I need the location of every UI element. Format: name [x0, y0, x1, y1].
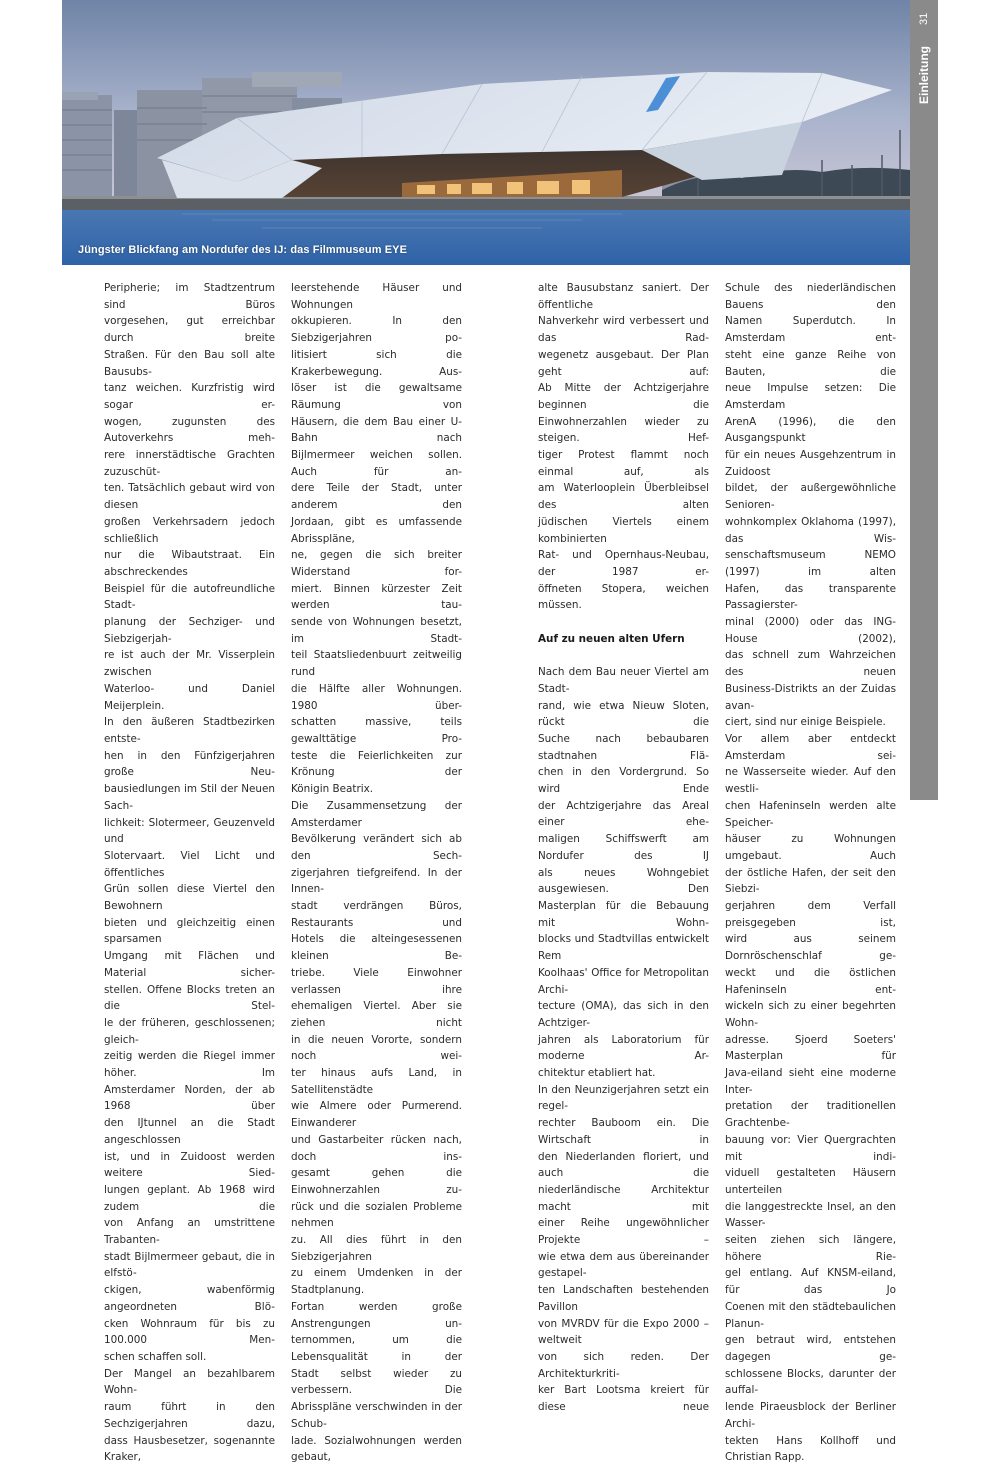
text-line: niederländische Architektur macht mit — [538, 1183, 709, 1213]
text-line: zeitig werden die Riegel immer höher. Im — [104, 1050, 275, 1080]
text-line: Häusern, die dem Bau einer U-Bahn nach — [291, 415, 462, 445]
text-line: schen schaffen soll. — [104, 1351, 207, 1363]
paragraph-gap — [538, 614, 709, 631]
text-line: Hotels die alteingesessenen kleinen Be- — [291, 933, 462, 963]
text-line: ten Landschaften bestehenden Pavillon — [538, 1284, 709, 1313]
text-line: schlossene Blocks, darunter der auffal- — [725, 1367, 896, 1397]
text-line: miert. Binnen kürzester Zeit werden tau- — [291, 582, 462, 612]
text-line: dass Hausbesetzer, sogenannte Kraker, — [104, 1434, 275, 1464]
text-line: Umgang mit Flächen und Material sicher- — [104, 950, 275, 979]
text-line: seiten ziehen sich längere, höhere Rie- — [725, 1234, 896, 1263]
text-line: Königin Beatrix. — [291, 783, 374, 796]
text-column-2 — [291, 280, 462, 1466]
text-line: wird aus seinem Dornröschenschlaf ge- — [725, 933, 896, 963]
text-line: bausiedlungen im Stil der Neuen Sach- — [104, 783, 275, 812]
text-line: chen in den Vordergrund. So wird Ende — [538, 766, 709, 796]
text-line: die langgestreckte Insel, an den Wasser- — [725, 1200, 896, 1230]
text-line: tekten Hans Kollhoff und Christian Rapp. — [725, 1434, 896, 1464]
text-line: chen Hafeninseln werden alte Speicher- — [725, 799, 896, 829]
text-line: zu. All dies führt in den Siebzigerjahren — [291, 1234, 462, 1263]
text-line: zu einem Umdenken in der Stadtplanung. — [291, 1267, 462, 1297]
text-line: lichkeit: Slotermeer, Geuzenveld und — [104, 816, 275, 846]
text-line: vorgesehen, gut erreichbar durch breite — [104, 315, 275, 345]
text-line: gen betraut wird, entstehen dagegen ge- — [725, 1334, 896, 1363]
text-line: schatten massive, teils gewalttätige Pro- — [291, 716, 462, 745]
text-line: maligen Schiffswerft am Nordufer des IJ — [538, 833, 709, 862]
text-line: neue Impulse setzen: Die Amsterdam — [725, 382, 896, 411]
text-line: rechter Bauboom ein. Die Wirtschaft in — [538, 1117, 709, 1146]
text-line: nur die Wibautstraat. Ein abschreckendes — [104, 549, 275, 578]
text-line: tanz weichen. Kurzfristig wird sogar er- — [104, 382, 275, 411]
text-line: In den Neunzigerjahren setzt ein regel- — [538, 1083, 709, 1113]
text-line: teste die Feierlichkeiten zur Krönung der — [291, 749, 462, 779]
text-line: wie Almere oder Purmerend. Einwanderer — [291, 1100, 462, 1130]
text-line: Coenen mit den städtebaulichen Planun- — [725, 1300, 896, 1330]
text-line: Waterloo- und Daniel Meijerplein. — [104, 682, 275, 712]
text-line: Nahverkehr wird verbessert und das Rad- — [538, 315, 709, 345]
text-line: Bijlmermeer weichen sollen. Auch für an- — [291, 449, 462, 478]
text-line: ter hinaus aufs Land, in Satellitenstädte — [291, 1067, 462, 1096]
text-line: am Waterlooplein Überbleibsel des alten — [538, 482, 709, 512]
text-line: Vor allem aber entdeckt Amsterdam sei- — [725, 732, 896, 762]
text-line: Java-eiland sieht eine moderne Inter- — [725, 1067, 896, 1096]
hero-photo — [62, 0, 910, 265]
text-line: gel entlang. Auf KNSM-eiland, für das Jo — [725, 1267, 896, 1297]
text-line: Peripherie; im Stadtzentrum sind Büros — [104, 282, 275, 311]
text-line: von Anfang an umstrittene Trabanten- — [104, 1217, 275, 1247]
text-line: Einwohnerzahlen wieder zu steigen. Hef- — [538, 415, 709, 445]
text-line: tiger Protest flammt noch einmal auf, als — [538, 449, 709, 478]
text-line: zigerjahren tiefgreifend. In der Innen- — [291, 866, 462, 896]
text-line: Stadt selbst wieder zu verbessern. Die — [291, 1367, 462, 1397]
quay — [62, 198, 910, 210]
text-line: senschaftsmuseum NEMO (1997) im alten — [725, 549, 896, 578]
text-line: für ein neues Ausgehzentrum in Zuidoost — [725, 449, 896, 478]
text-line: wegenetz ausgebaut. Der Plan geht auf: — [538, 348, 709, 378]
chapter-title: Einleitung — [917, 46, 931, 104]
text-line: weckt und die östlichen Hafeninseln ent- — [725, 966, 896, 996]
text-line: gesamt gehen die Einwohnerzahlen zu- — [291, 1167, 462, 1196]
text-line: gerjahren dem Verfall preisgegeben ist, — [725, 900, 896, 929]
text-line: Die Zusammensetzung der Amsterdamer — [291, 799, 462, 829]
water — [62, 210, 910, 265]
text-line: Abrisspläne verschwinden in der Schub- — [291, 1401, 462, 1430]
text-line: den IJtunnel an die Stadt angeschlossen — [104, 1117, 275, 1146]
text-line: wohnkomplex Oklahoma (1997), das Wis- — [725, 515, 896, 545]
text-line: als neues Wohngebiet ausgewiesen. Den — [538, 866, 709, 896]
text-line: jahren als Laboratorium für moderne Ar- — [538, 1033, 709, 1063]
text-line: Amsterdamer Norden, der ab 1968 über — [104, 1083, 275, 1113]
text-line: Nach dem Bau neuer Viertel am Stadt- — [538, 666, 709, 695]
text-line: stellen. Offene Blocks treten an die Stel- — [104, 983, 275, 1013]
text-line: Hafen, das transparente Passagierster- — [725, 582, 896, 612]
text-line: Bevölkerung verändert sich ab den Sech- — [291, 833, 462, 862]
text-line: sende von Wohnungen besetzt, im Stadt- — [291, 616, 462, 645]
text-line: Der Mangel an bezahlbarem Wohn- — [104, 1367, 275, 1397]
text-line: rere innerstädtische Grachten zuzuschüt- — [104, 449, 275, 478]
text-line: ternommen, um die Lebensqualität in der — [291, 1334, 462, 1363]
text-line: großen Verkehrsadern jedoch schließlich — [104, 515, 275, 545]
text-line: Koolhaas' Office for Metropolitan Archi- — [538, 966, 709, 996]
text-line: ne Wasserseite wieder. Auf den westli- — [725, 766, 896, 796]
text-line: lade. Sozialwohnungen werden gebaut, — [291, 1434, 462, 1464]
text-line: Namen Superdutch. In Amsterdam ent- — [725, 315, 896, 345]
text-line: okkupieren. In den Siebzigerjahren po- — [291, 315, 462, 345]
text-line: stadt Bijlmermeer gebaut, die in elfstö- — [104, 1250, 275, 1280]
text-line: bauung vor: Vier Quergrachten mit indi- — [725, 1133, 896, 1163]
text-line: chitektur etabliert hat. — [538, 1067, 656, 1080]
text-line: Straßen. Für den Bau soll alte Bausubs- — [104, 348, 275, 378]
text-line: öffneten Stopera, weichen müssen. — [538, 582, 709, 612]
text-line: steht eine ganze Reihe von Bauten, die — [725, 348, 896, 378]
text-line: Rat- und Opernhaus-Neubau, der 1987 er- — [538, 549, 709, 578]
text-column-4 — [725, 280, 896, 1466]
chapter-side-tab — [910, 0, 938, 800]
text-line: raum führt in den Sechzigerjahren dazu, — [104, 1401, 275, 1430]
text-line: das schnell zum Wahrzeichen des neuen — [725, 649, 896, 679]
text-line: ten. Tatsächlich gebaut wird von diesen — [104, 482, 275, 512]
text-line: ne, gegen die sich breiter Widerstand for- — [291, 549, 462, 578]
text-line: ist, und in Zuidoost werden weitere Sied- — [104, 1150, 275, 1180]
text-line: Schule des niederländischen Bauens den — [725, 282, 896, 311]
text-line: rück und die sozialen Probleme nehmen — [291, 1200, 462, 1230]
text-line: wogen, zugunsten des Autoverkehrs meh- — [104, 415, 275, 445]
text-column-1 — [104, 280, 275, 1466]
text-line: Beispiel für die autofreundliche Stadt- — [104, 582, 275, 612]
section-heading: Auf zu neuen alten Ufern — [538, 632, 685, 645]
text-line: ker Bart Lootsma kreiert für diese neue — [538, 1384, 709, 1414]
text-line: rand, wie etwa Nieuw Sloten, rückt die — [538, 699, 709, 729]
text-line: Grün sollen diese Viertel den Bewohnern — [104, 883, 275, 913]
text-line: planung der Sechziger- und Siebzigerjah- — [104, 616, 275, 645]
text-line: und Gastarbeiter rücken nach, doch ins- — [291, 1133, 462, 1163]
text-line: litisiert sich die Krakerbewegung. Aus- — [291, 348, 462, 378]
text-column-3 — [538, 280, 709, 1416]
paragraph-gap — [538, 647, 709, 664]
text-line: teil Staatsliedenbuurt zeitweilig rund — [291, 649, 462, 679]
text-line: Fortan werden große Anstrengungen un- — [291, 1300, 462, 1330]
text-line: hen in den Fünfzigerjahren große Neu- — [104, 749, 275, 779]
text-line: Slotervaart. Viel Licht und öffentliches — [104, 849, 275, 879]
text-line: In den äußeren Stadtbezirken entste- — [104, 716, 275, 745]
text-line: einer Reihe ungewöhnlicher Projekte – — [538, 1217, 709, 1247]
text-line: lende Piraeusblock der Berliner Archi- — [725, 1401, 896, 1430]
text-line: ckigen, wabenförmig angeordneten Blö- — [104, 1284, 275, 1313]
text-line: in die neuen Vororte, sondern noch wei- — [291, 1033, 462, 1063]
text-line: häuser zu Wohnungen umgebaut. Auch — [725, 833, 896, 862]
text-line: ehemaligen Viertel. Aber sie ziehen nicht — [291, 1000, 462, 1029]
text-line: alte Bausubstanz saniert. Der öffentliche — [538, 282, 709, 311]
text-line: von MVRDV für die Expo 2000 – weltweit — [538, 1317, 709, 1347]
text-line: leerstehende Häuser und Wohnungen — [291, 282, 462, 311]
text-line: Suche nach bebaubaren stadtnahen Flä- — [538, 732, 709, 762]
text-line: Ab Mitte der Achtzigerjahre beginnen die — [538, 382, 709, 411]
text-line: re ist auch der Mr. Visserplein zwischen — [104, 649, 275, 679]
text-line: von sich reden. Der Architekturkriti- — [538, 1350, 709, 1380]
text-line: bieten und gleichzeitig einen sparsamen — [104, 916, 275, 946]
text-line: ArenA (1996), die den Ausgangspunkt — [725, 415, 896, 445]
text-line: viduell gestalteten Häusern unterteilen — [725, 1167, 896, 1196]
text-line: minal (2000) oder das ING-House (2002), — [725, 616, 896, 645]
text-line: der östliche Hafen, der seit den Siebzi- — [725, 866, 896, 896]
text-line: dere Teile der Stadt, unter anderem den — [291, 482, 462, 512]
text-line: die Hälfte aller Wohnungen. 1980 über- — [291, 682, 462, 712]
text-line: wie etwa dem aus übereinander gestapel- — [538, 1250, 709, 1280]
text-line: der Achtzigerjahre das Areal einer ehe- — [538, 799, 709, 829]
text-line: tecture (OMA), das sich in den Achtziger- — [538, 1000, 709, 1029]
page-number: 31 — [918, 12, 930, 26]
text-line: Jordaan, gibt es umfassende Abrisspläne, — [291, 515, 462, 545]
text-line: stadt verdrängen Büros, Restaurants und — [291, 900, 462, 929]
text-line: den Niederlanden floriert, und auch die — [538, 1150, 709, 1180]
text-line: Masterplan für die Bebauung mit Wohn- — [538, 899, 709, 929]
text-line: jüdischen Viertels einem kombinierten — [538, 515, 709, 545]
text-line: blocks und Stadtvillas entwickelt Rem — [538, 933, 709, 963]
text-line: wickeln sich zu einer begehrten Wohn- — [725, 1000, 896, 1029]
text-line: lungen geplant. Ab 1968 wird zudem die — [104, 1183, 275, 1213]
text-line: löser ist die gewaltsame Räumung von — [291, 382, 462, 411]
text-line: triebe. Viele Einwohner verlassen ihre — [291, 966, 462, 996]
text-line: cken Wohnraum für bis zu 100.000 Men- — [104, 1317, 275, 1347]
text-line: ciert, sind nur einige Beispiele. — [725, 716, 886, 729]
text-line: Business-Distrikts an der Zuidas avan- — [725, 682, 896, 712]
text-line: le der früheren, geschlossenen; gleich- — [104, 1016, 275, 1046]
text-line: bildet, der außergewöhnliche Senioren- — [725, 482, 896, 512]
text-line: pretation der traditionellen Grachtenbe- — [725, 1100, 896, 1130]
filmmuseum-eye-illustration — [62, 0, 910, 265]
text-line: adresse. Sjoerd Soeters' Masterplan für — [725, 1033, 896, 1063]
photo-caption: Jüngster Blickfang am Nordufer des IJ: das Filmmuseum EYE — [78, 244, 408, 256]
